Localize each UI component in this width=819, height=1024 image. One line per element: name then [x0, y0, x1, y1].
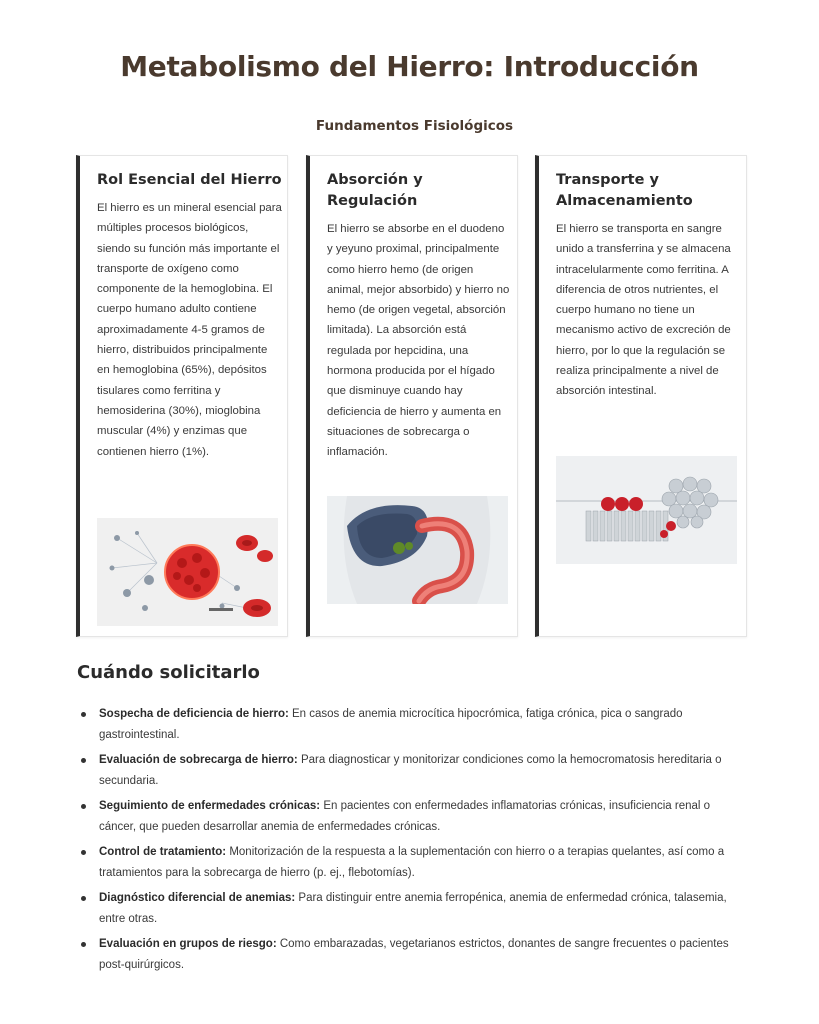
list-item-label: Evaluación de sobrecarga de hierro:: [99, 754, 298, 766]
list-item-text: Para distinguir entre anemia ferropénica, anemia de enfermedad crónica, talasemia, entre otras.: [99, 892, 727, 925]
red-blood-cells-illustration: [97, 518, 278, 626]
liver-stomach-illustration: [327, 496, 508, 604]
list-item-label: Diagnóstico diferencial de anemias:: [99, 892, 296, 904]
card-transporte: [535, 155, 747, 637]
list-item: [78, 934, 748, 975]
list-item: [78, 704, 748, 745]
card-text: El hierro se transporta en sangre unido a transferrina y se almacena intracelularmente como ferritina. A diferencia de otros nutrientes, el cuerpo humano no tiene un mecanismo activo de excreción de hierro, por lo que la regulación se realiza principalmente a nivel de absorción intestinal.: [556, 223, 731, 398]
list-item-label: Evaluación en grupos de riesgo:: [99, 938, 277, 950]
card-absorcion: [306, 155, 518, 637]
card-text: El hierro se absorbe en el duodeno y yeyuno proximal, principalmente como hierro hemo (de origen animal, mejor absorbido) y hierro no hemo (de origen vegetal, absorción limitada). La absorción está regulada por hepcidina, una hormona producida por el hígado que disminuye cuando hay deficiencia de hierro y aumenta en situaciones de sobrecarga o inflamación.: [327, 223, 510, 459]
card-title: Rol Esencial del Hierro: [97, 172, 282, 188]
when-to-order-title: Cuándo solicitarlo: [77, 662, 260, 683]
list-item-label: Seguimiento de enfermedades crónicas:: [99, 800, 321, 812]
indications-list: [78, 704, 748, 980]
list-item-label: Sospecha de deficiencia de hierro:: [99, 708, 289, 720]
page-title: Metabolismo del Hierro: Introducción: [120, 50, 699, 83]
list-item-text: Como embarazadas, vegetarianos estrictos, donantes de sangre frecuentes o pacientes post-quirúrgicos.: [99, 938, 729, 971]
card-title: Absorción y Regulación: [327, 172, 423, 209]
list-item-text: Para diagnosticar y monitorizar condiciones como la hemocromatosis hereditaria o secundaria.: [99, 754, 722, 787]
card-text: El hierro es un mineral esencial para múltiples procesos biológicos, siendo su función más importante el transporte de oxígeno como componente de la hemoglobina. El cuerpo humano adulto contiene aproximadamente 4-5 gramos de hierro, distribuidos principalmente en hemoglobina (65%), depósitos tisulares como ferritina y hemosiderina (30%), mioglobina muscular (4%) y enzimas que contienen hierro (1%).: [97, 202, 282, 458]
list-item: [78, 796, 748, 837]
section-subtitle: Fundamentos Fisiológicos: [315, 118, 514, 134]
card-rol-esencial: [76, 155, 288, 637]
list-item-text: En casos de anemia microcítica hipocrómica, fatiga crónica, pica o sangrado gastrointestinal.: [99, 708, 683, 741]
list-item: [78, 750, 748, 791]
list-item-text: Monitorización de la respuesta a la suplementación con hierro o a terapias quelantes, así como a tratamientos para la sobrecarga de hierro (p. ej., flebotomías).: [99, 846, 725, 879]
transferrin-ferritin-illustration: [556, 456, 737, 564]
card-title: Transporte y Almacenamiento: [556, 172, 693, 209]
list-item: [78, 842, 748, 883]
list-item: [78, 888, 748, 929]
list-item-label: Control de tratamiento:: [99, 846, 227, 858]
list-item-text: En pacientes con enfermedades inflamatorias crónicas, insuficiencia renal o cáncer, que pueden desarrollar anemia de enfermedades crónicas.: [99, 800, 711, 833]
